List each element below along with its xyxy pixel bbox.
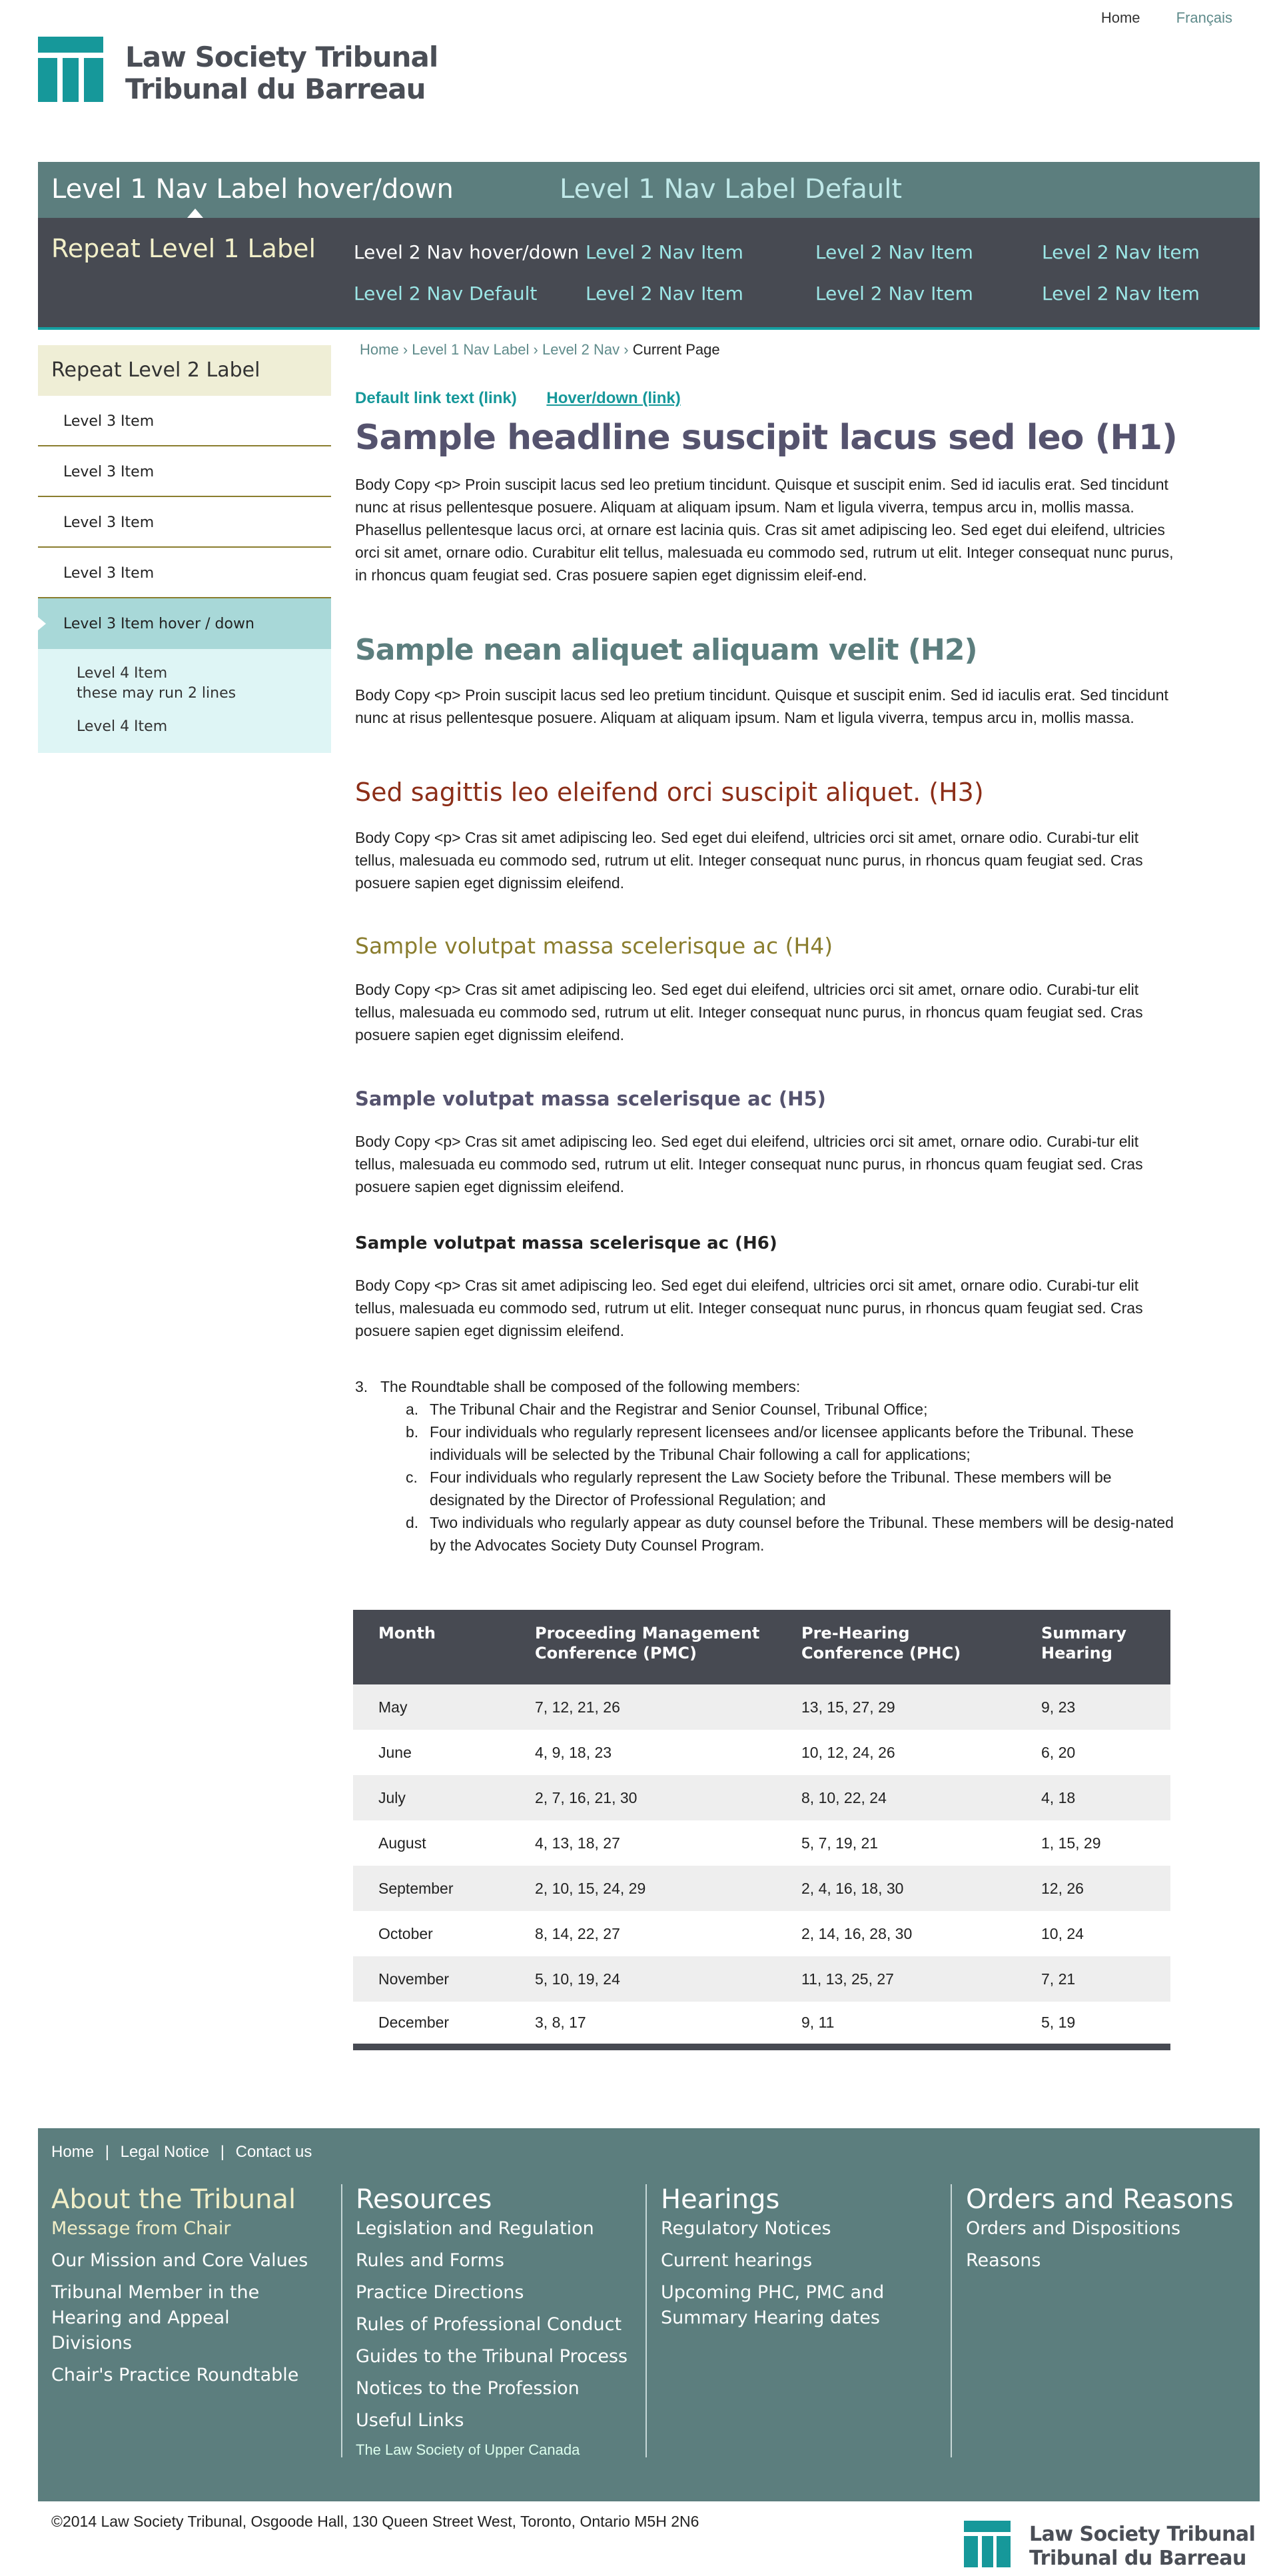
- footer-link[interactable]: Orders and Dispositions: [966, 2218, 1181, 2239]
- footer-col-orders: [966, 2184, 1252, 2280]
- body-paragraph-5: Body Copy <p> Cras sit amet adipiscing leo. Sed eget dui eleifend, ultricies orci sit amet, ornare odio. Curabi-tur elit tellus, malesuada eu commodo sed, rutrum ut elit. Integer consequat nunc purus, in rhoncus quam feugiat sed. Cras posuere sapien eget dignissim eleifend.: [355, 1133, 1143, 1195]
- table-cell: 1, 15, 29: [1041, 1834, 1101, 1852]
- column-header-phc: Pre-Hearing Conference (PHC): [801, 1624, 961, 1662]
- nav2-item[interactable]: Level 2 Nav Item: [586, 283, 743, 305]
- heading-h3: Sed sagittis leo eleifend orci suscipit aliquet. (H3): [355, 778, 984, 807]
- list-item: d. Two individuals who regularly appear as duty counsel before the Tribunal. These members will be desig-nated by the Advocates Society Duty Counsel Program.: [406, 1514, 1174, 1554]
- link-samples: [355, 389, 681, 408]
- table-cell: 11, 13, 25, 27: [801, 1970, 894, 1988]
- table-cell: 5, 19: [1016, 2002, 1170, 2047]
- table-cell: 2, 4, 16, 18, 30: [801, 1879, 904, 1897]
- table-row: [353, 1866, 1170, 1911]
- nav2-item-default[interactable]: Level 2 Nav Default: [354, 283, 538, 305]
- footer-heading-orders[interactable]: Orders and Reasons: [966, 2184, 1234, 2215]
- default-link[interactable]: Default link text (link): [355, 389, 517, 407]
- footer-link[interactable]: Tribunal Member in the Hearing and Appeal Divisions: [51, 2282, 260, 2353]
- table-row: [353, 1911, 1170, 1956]
- body-paragraph-1: Body Copy <p> Proin suscipit lacus sed leo pretium tincidunt. Quisque et suscipit enim. Sed id iaculis erat. Sed tincidunt nunc at risus pellentesque posuere. Aliquam at aliquam ipsum. Nam et ligula viverra, tempus arcu in, mollis massa. Phasellus pellentesque lacus orci, at ornare est lacinia quis. Cras sit amet adipiscing leo. Sed eget dui eleifend, ultricies orci sit amet, ornare odio. Curabitur elit tellus, malesuada eu commodo sed, rutrum ut elit. Integer consequat nunc purus, in rhoncus quam feugiat sed. Cras posuere sapien eget dignissim eleif-end.: [355, 476, 1174, 584]
- sidebar-level4-line1: Level 4 Item: [77, 665, 168, 682]
- french-link[interactable]: Français: [1176, 9, 1232, 26]
- table-cell: 5, 10, 19, 24: [535, 1970, 620, 1988]
- heading-h4: Sample volutpat massa scelerisque ac (H4): [355, 933, 833, 959]
- table-cell: December: [353, 2002, 510, 2047]
- footer-link[interactable]: Reasons: [966, 2250, 1041, 2271]
- breadcrumb: [360, 341, 720, 358]
- footer-link[interactable]: Guides to the Tribunal Process: [356, 2346, 628, 2367]
- nav1-item-default[interactable]: Level 1 Nav Label Default: [560, 174, 903, 205]
- table-cell: 4, 13, 18, 27: [535, 1834, 620, 1852]
- footer-link[interactable]: Rules and Forms: [356, 2250, 504, 2271]
- footer-lsuc-link[interactable]: The Law Society of Upper Canada: [356, 2441, 580, 2458]
- table-cell: 10, 12, 24, 26: [801, 1743, 895, 1761]
- footer-col-about: [51, 2184, 331, 2395]
- table-cell: 10, 24: [1041, 1924, 1084, 1942]
- footer-heading-about[interactable]: About the Tribunal: [51, 2184, 296, 2215]
- footer-link[interactable]: Regulatory Notices: [661, 2218, 831, 2239]
- column-header-month: Month: [378, 1624, 436, 1642]
- breadcrumb-current: Current Page: [632, 341, 720, 358]
- nav2-item[interactable]: Level 2 Nav Item: [1042, 241, 1200, 263]
- table-cell: September: [378, 1879, 454, 1897]
- sidebar-level3-item[interactable]: Level 3 Item: [38, 548, 331, 598]
- footer-brand-line-2: Tribunal du Barreau: [1029, 2547, 1246, 2570]
- footer-brand-name[interactable]: [1029, 2523, 1255, 2571]
- body-paragraph-4: Body Copy <p> Cras sit amet adipiscing leo. Sed eget dui eleifend, ultricies orci sit amet, ornare odio. Curabi-tur elit tellus, malesuada eu commodo sed, rutrum ut elit. Integer consequat nunc purus, in rhoncus quam feugiat sed. Cras posuere sapien eget dignissim eleifend.: [355, 981, 1143, 1043]
- footer-divider: [645, 2184, 647, 2457]
- table-row: [353, 1956, 1170, 2002]
- table-cell: 2, 14, 16, 28, 30: [801, 1924, 913, 1942]
- nav2-item[interactable]: Level 2 Nav Item: [1042, 283, 1200, 305]
- sidebar-level3-item-hover[interactable]: Level 3 Item hover / down: [38, 598, 331, 649]
- table-cell: 3, 8, 17: [510, 2002, 776, 2047]
- table-cell: 9, 11: [776, 2002, 1016, 2047]
- table-cell: 5, 7, 19, 21: [801, 1834, 879, 1852]
- nav2-item[interactable]: Level 2 Nav Item: [586, 241, 743, 263]
- nav2-item-hover[interactable]: Level 2 Nav hover/down: [354, 241, 580, 263]
- table-cell: 7, 12, 21, 26: [535, 1698, 620, 1716]
- table-row: [353, 1684, 1170, 1730]
- footer-link[interactable]: Current hearings: [661, 2250, 813, 2271]
- footer-link[interactable]: Our Mission and Core Values: [51, 2250, 308, 2271]
- nav2-item[interactable]: Level 2 Nav Item: [815, 283, 973, 305]
- table-header-row: [353, 1610, 1170, 1684]
- secondary-nav: [38, 218, 1260, 330]
- table-cell: October: [378, 1924, 433, 1942]
- brand-line-1: Law Society Tribunal: [125, 41, 438, 73]
- brand-name[interactable]: [125, 41, 438, 105]
- footer-link[interactable]: Notices to the Profession: [356, 2378, 580, 2399]
- footer-link[interactable]: Message from Chair: [51, 2218, 231, 2239]
- table-cell: 6, 20: [1041, 1743, 1076, 1761]
- body-paragraph-2: Body Copy <p> Proin suscipit lacus sed leo pretium tincidunt. Quisque et suscipit enim. Sed id iaculis erat. Sed tincidunt nunc at risus pellentesque posuere. Aliquam at aliquam ipsum. Nam et ligula viverra, tempus arcu in, mollis massa.: [355, 686, 1168, 726]
- table-cell: May: [378, 1698, 408, 1716]
- copyright: ©2014 Law Society Tribunal, Osgoode Hall, 130 Queen Street West, Toronto, Ontario M5H 2N6: [51, 2513, 699, 2530]
- heading-h5: Sample volutpat massa scelerisque ac (H5): [355, 1087, 826, 1110]
- footer-divider: [951, 2184, 952, 2457]
- sidebar-level4-item[interactable]: [77, 664, 331, 704]
- heading-h6: Sample volutpat massa scelerisque ac (H6): [355, 1233, 777, 1253]
- footer-brand-line-1: Law Society Tribunal: [1029, 2523, 1256, 2546]
- table-row: [353, 1730, 1170, 1775]
- nav2-repeat-label: Repeat Level 1 Label: [51, 234, 316, 263]
- footer-link[interactable]: Chair's Practice Roundtable: [51, 2365, 299, 2385]
- footer-link[interactable]: Useful Links: [356, 2410, 464, 2431]
- table-cell: 8, 14, 22, 27: [535, 1924, 620, 1942]
- footer-links: Home | Legal Notice | Contact us: [51, 2143, 312, 2161]
- footer-logo-icon[interactable]: [964, 2521, 1011, 2567]
- primary-nav: [38, 162, 1260, 218]
- sidebar-level4-item[interactable]: Level 4 Item: [77, 718, 168, 735]
- list-lead: The Roundtable shall be composed of the following members:: [380, 1378, 801, 1395]
- nav2-item[interactable]: Level 2 Nav Item: [815, 241, 973, 263]
- footer-link[interactable]: Practice Directions: [356, 2282, 524, 2303]
- top-links: [1069, 9, 1232, 27]
- sidebar-repeat-label: Repeat Level 2 Label: [38, 345, 331, 396]
- table-cell: 12, 26: [1041, 1879, 1084, 1897]
- breadcrumb-separator: ›: [533, 341, 538, 358]
- table-cell: 8, 10, 22, 24: [801, 1788, 887, 1806]
- table-row: [353, 1820, 1170, 1866]
- list-number: 3.: [355, 1378, 368, 1395]
- column-header-pmc: Proceeding Management Conference (PMC): [535, 1624, 760, 1662]
- table-cell: July: [378, 1788, 406, 1806]
- sidebar-level4-group: [38, 649, 331, 753]
- numbered-list: [355, 1375, 1174, 1557]
- hearing-dates-table: [353, 1610, 1170, 2050]
- list-item: a. The Tribunal Chair and the Registrar and Senior Counsel, Tribunal Office;: [406, 1401, 928, 1418]
- breadcrumb-level2[interactable]: Level 2 Nav: [542, 341, 620, 358]
- breadcrumb-home[interactable]: Home: [360, 341, 399, 358]
- footer: [38, 2128, 1260, 2501]
- hover-link[interactable]: Hover/down (link): [546, 389, 681, 407]
- body-paragraph-3: Body Copy <p> Cras sit amet adipiscing leo. Sed eget dui eleifend, ultricies orci sit amet, ornare odio. Curabi-tur elit tellus, malesuada eu commodo sed, rutrum ut elit. Integer consequat nunc purus, in rhoncus quam feugiat sed. Cras posuere sapien eget dignissim eleifend.: [355, 829, 1143, 892]
- table-cell: 4, 18: [1041, 1788, 1076, 1806]
- table-row: [353, 1775, 1170, 1820]
- column-header-summary: Summary Hearing: [1041, 1624, 1127, 1662]
- footer-col-hearings: [661, 2184, 941, 2337]
- table-cell: November: [378, 1970, 450, 1988]
- table-cell: 9, 23: [1041, 1698, 1076, 1716]
- table-row: [353, 2002, 1170, 2047]
- footer-home-link[interactable]: Home: [51, 2143, 95, 2161]
- table-cell: 13, 15, 27, 29: [801, 1698, 895, 1716]
- sidebar-level4-line2: these may run 2 lines: [77, 685, 236, 702]
- footer-link[interactable]: Upcoming PHC, PMC and Summary Hearing dates: [661, 2282, 885, 2328]
- footer-col-resources: [356, 2184, 636, 2460]
- footer-link[interactable]: Rules of Professional Conduct: [356, 2314, 622, 2335]
- sidebar-level3-item[interactable]: Level 3 Item: [38, 497, 331, 548]
- sidebar: [38, 345, 331, 753]
- table-cell: June: [378, 1743, 412, 1761]
- home-link[interactable]: Home: [1100, 9, 1140, 26]
- tribunal-logo-icon[interactable]: [38, 37, 103, 102]
- footer-heading-resources[interactable]: Resources: [356, 2184, 492, 2215]
- page-title: Sample headline suscipit lacus sed leo (H1): [355, 418, 1177, 458]
- list-item: c. Four individuals who regularly represent the Law Society before the Tribunal. These members will be designated by the Director of Professional Regulation; and: [406, 1469, 1112, 1509]
- nav1-active-caret-icon: [187, 209, 203, 218]
- footer-contact-link[interactable]: Contact us: [235, 2143, 312, 2161]
- list-item: b. Four individuals who regularly represent licensees and/or licensee applicants before the Tribunal. These individuals will be selected by the Tribunal Chair following a call for applications;: [406, 1423, 1134, 1463]
- table-cell: 4, 9, 18, 23: [535, 1743, 612, 1761]
- breadcrumb-level1[interactable]: Level 1 Nav Label: [412, 341, 530, 358]
- nav1-item-active[interactable]: Level 1 Nav Label hover/down: [51, 174, 454, 205]
- footer-legal-link[interactable]: Legal Notice: [120, 2143, 210, 2161]
- table-cell: 2, 10, 15, 24, 29: [535, 1879, 646, 1897]
- breadcrumb-separator: ›: [624, 341, 629, 358]
- sub-list: [406, 1398, 1174, 1557]
- footer-divider: [341, 2184, 342, 2457]
- brand-line-2: Tribunal du Barreau: [125, 73, 426, 105]
- footer-heading-hearings[interactable]: Hearings: [661, 2184, 780, 2215]
- table-cell: August: [378, 1834, 426, 1852]
- sidebar-level3-item[interactable]: Level 3 Item: [38, 396, 331, 446]
- body-paragraph-6: Body Copy <p> Cras sit amet adipiscing leo. Sed eget dui eleifend, ultricies orci sit amet, ornare odio. Curabi-tur elit tellus, malesuada eu commodo sed, rutrum ut elit. Integer consequat nunc purus, in rhoncus quam feugiat sed. Cras posuere sapien eget dignissim eleifend.: [355, 1277, 1143, 1339]
- table-cell: 7, 21: [1041, 1970, 1076, 1988]
- sidebar-level3-item[interactable]: Level 3 Item: [38, 446, 331, 497]
- breadcrumb-separator: ›: [402, 341, 408, 358]
- table-cell: 2, 7, 16, 21, 30: [535, 1788, 638, 1806]
- footer-link[interactable]: Legislation and Regulation: [356, 2218, 594, 2239]
- heading-h2: Sample nean aliquet aliquam velit (H2): [355, 633, 977, 667]
